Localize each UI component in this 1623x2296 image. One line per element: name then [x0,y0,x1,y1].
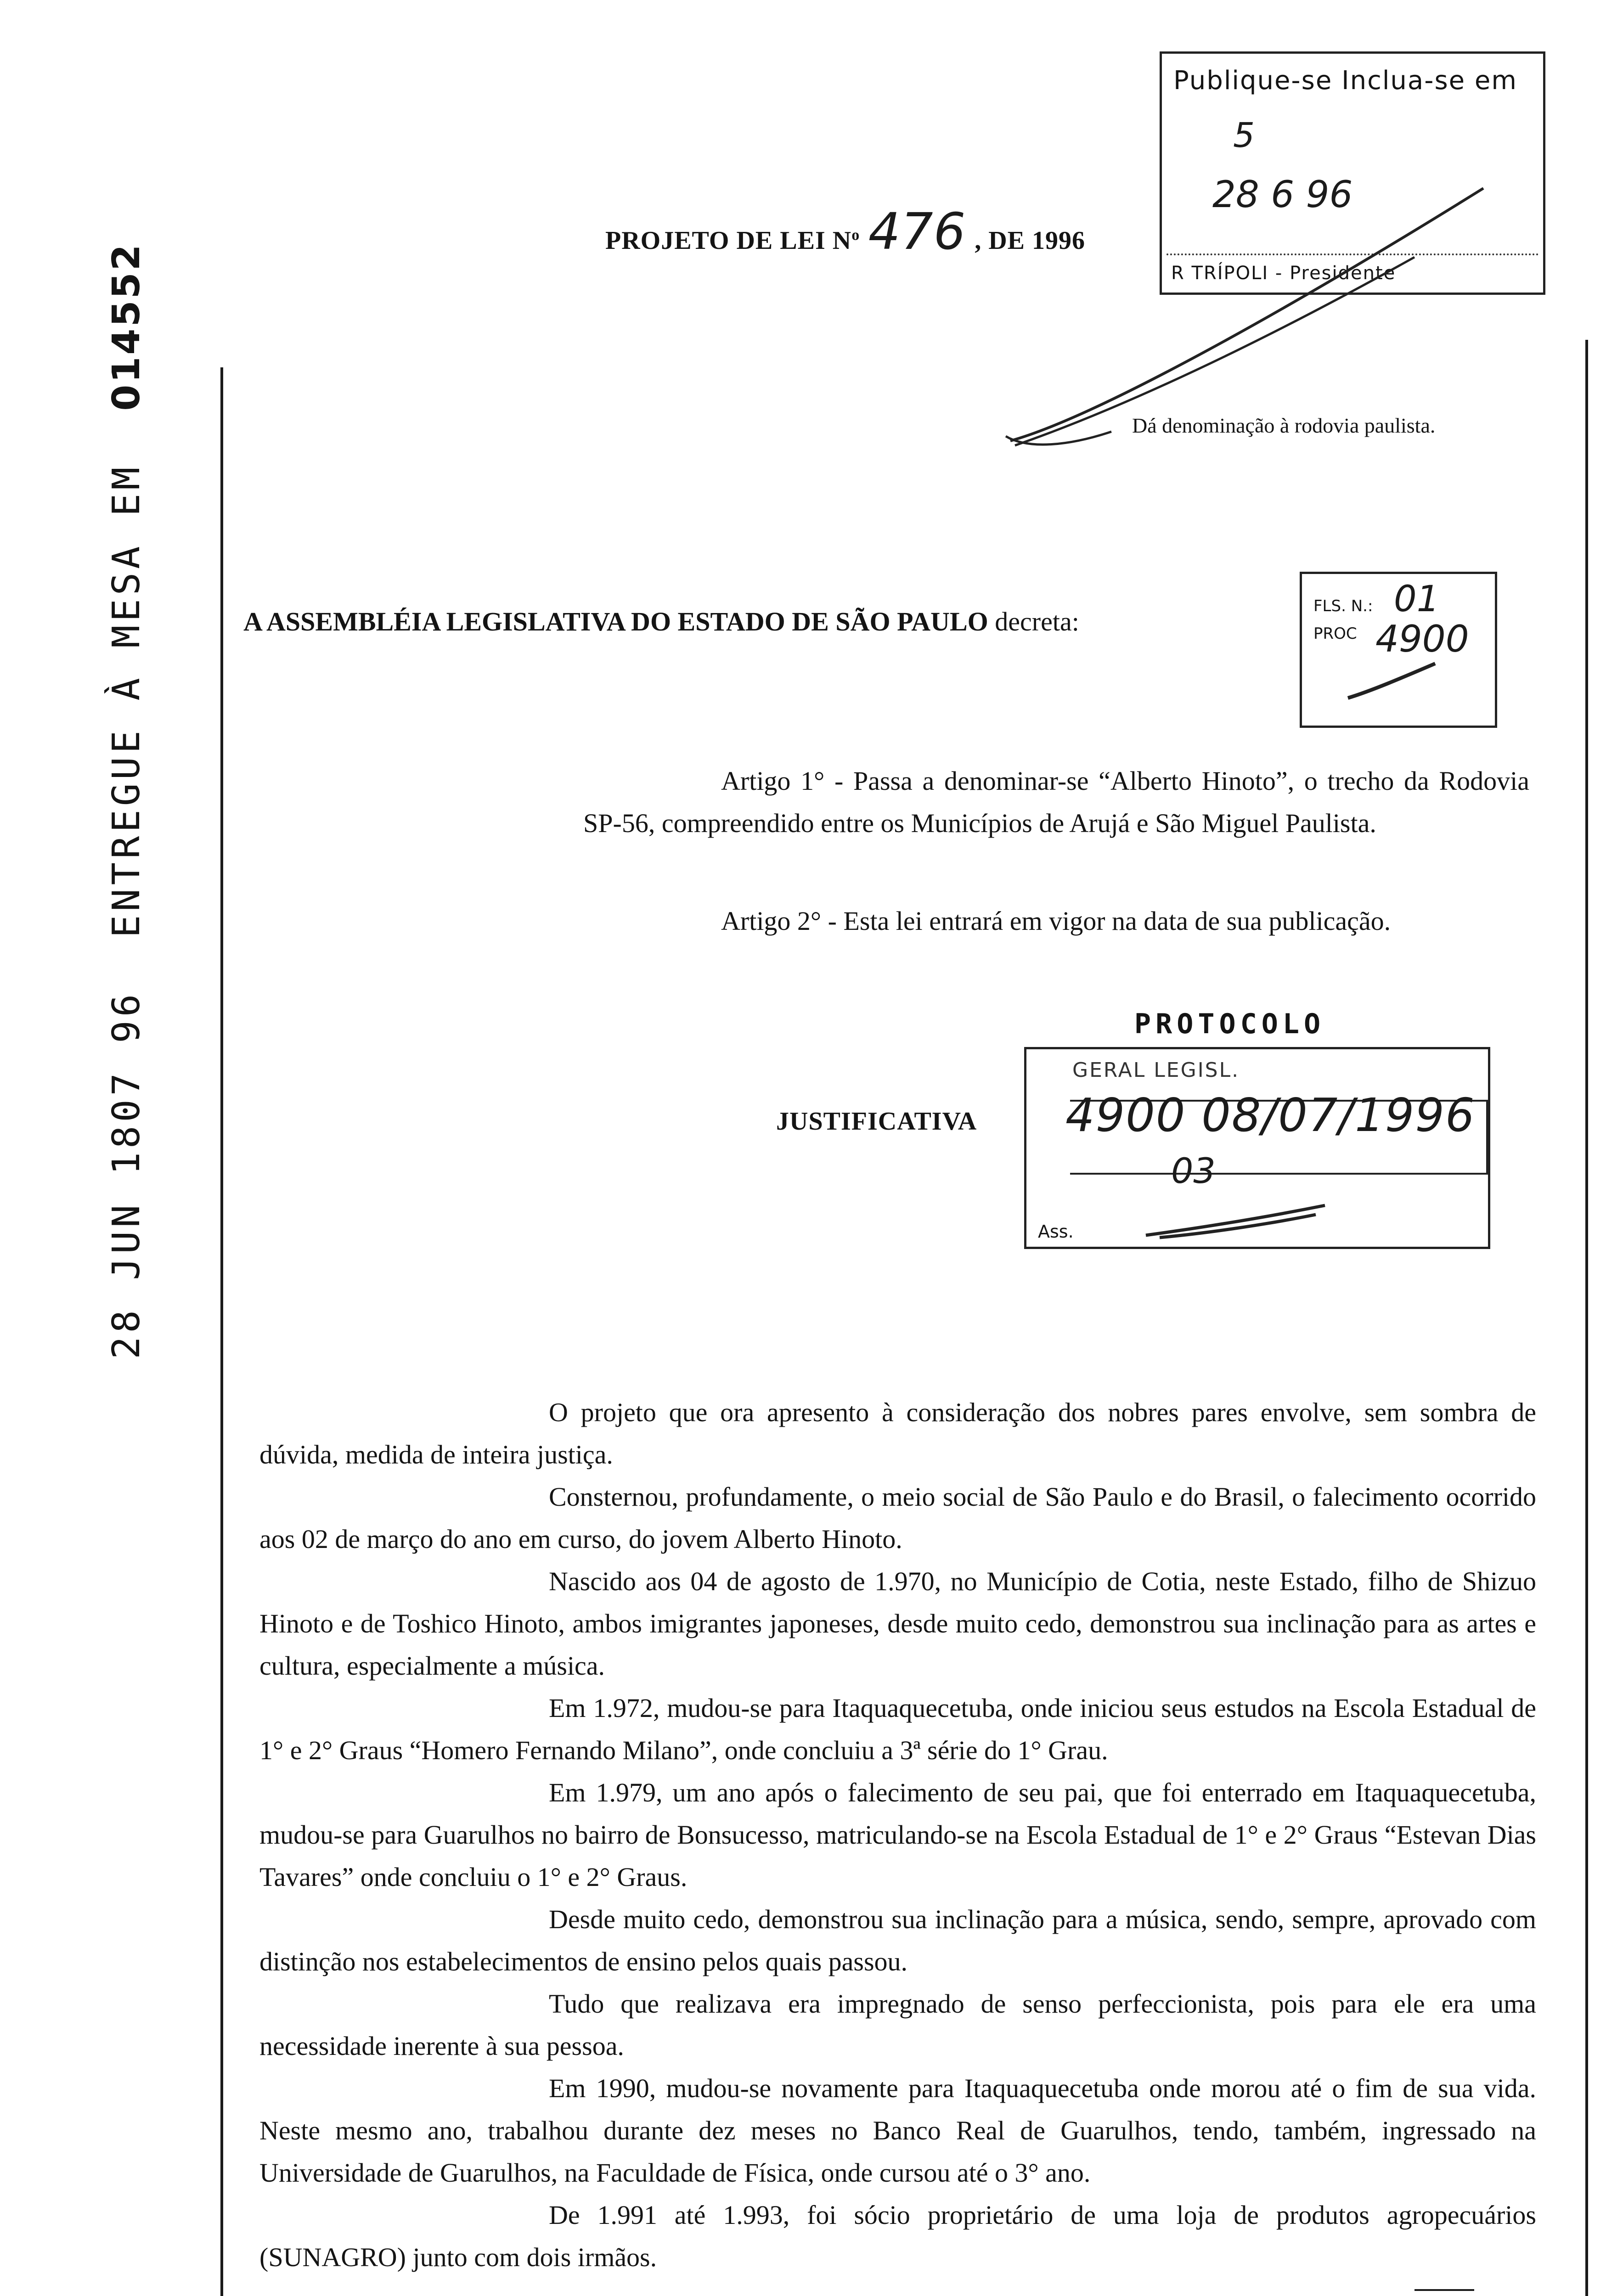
protocolo-header: PROTOCOLO [1134,1008,1325,1040]
protocolo-signature [1141,1201,1334,1242]
justificativa-body [259,1391,1536,2279]
protocolo-sheet: 03 [1171,1150,1216,1191]
fls-label: FLS. N.: [1313,597,1373,615]
decreta-line: A ASSEMBLÉIA LEGISLATIVA DO ESTADO DE SÃO PAULO decreta: [243,607,1079,636]
body-paragraph: O projeto que ora apresento à consideração dos nobres pares envolve, sem sombra de dúvida, medida de inteira justiça. [259,1397,1536,1469]
body-paragraph: Em 1990, mudou-se novamente para Itaquaquecetuba onde morou até o fim de sua vida. Neste mesmo ano, trabalhou durante dez meses no Banco Real de Guarulhos, tendo, também, ingressado na Universidade de Guarulhos, na Faculdade de Física, onde cursou até o 3° ano. [259,2073,1536,2188]
ementa: Dá denominação à rodovia paulista. [1132,414,1436,437]
fls-stamp [1300,572,1497,728]
publique-president: R TRÍPOLI - Presidente [1171,263,1396,284]
body-paragraph: Em 1.979, um ano após o falecimento de seu pai, que foi enterrado em Itaquaquecetuba, mudou-se para Guarulhos no bairro de Bonsucesso, matriculando-se na Escola Estadual de 1° e 2° Graus “Estevan Dias Tavares” onde concluiu o 1° e 2° Graus. [259,1778,1536,1892]
body-paragraph: Tudo que realizava era impregnado de senso perfeccionista, pois para ele era uma necessidade inerente à sua pessoa. [259,1989,1536,2061]
right-margin-line [1585,340,1588,2296]
protocol-number: 014552 [105,242,148,411]
protocolo-signature-label: Ass. [1038,1221,1074,1242]
publique-value: 5 [1233,116,1255,155]
body-paragraph: Consternou, profundamente, o meio social de São Paulo e do Brasil, o falecimento ocorrido aos 02 de março do ano em curso, do jovem Alberto Hinoto. [259,1482,1536,1554]
body-paragraph: Em 1.972, mudou-se para Itaquaquecetuba, onde iniciou seus estudos na Escola Estadual de 1° e 2° Graus “Homero Fernando Milano”, onde concluiu a 3ª série do 1° Grau. [259,1693,1536,1765]
protocolo-stamp [1024,1047,1490,1249]
proc-number: 4900 [1375,618,1469,660]
publique-text: Publique-se Inclua-se em [1173,66,1517,96]
fls-initials [1343,659,1444,705]
protocolo-number-date: 4900 08/07/1996 [1065,1088,1476,1142]
body-paragraph: Nascido aos 04 de agosto de 1.970, no Município de Cotia, neste Estado, filho de Shizuo Hinoto e de Toshico Hinoto, ambos imigrantes japoneses, desde muito cedo, demonstrou sua inclinação para as artes e cultura, especialmente a música. [259,1566,1536,1681]
left-margin-line [220,367,223,2296]
fls-number: 01 [1394,579,1440,620]
bill-number: 476 [868,202,966,261]
body-paragraph: De 1.991 até 1.993, foi sócio proprietário de uma loja de produtos agropecuários (SUNAGRO) junto com dois irmãos. [259,2200,1536,2272]
entregue-mesa-stamp: 28 JUN 1807 96 ENTREGUE À MESA EM 014552 [105,242,148,1359]
justificativa-heading: JUSTIFICATIVA [776,1107,977,1136]
body-paragraph: Desde muito cedo, demonstrou sua inclinação para a música, sendo, sempre, aprovado com distinção nos estabelecimentos de ensino pelos quais passou. [259,1904,1536,1976]
page-title: PROJETO DE LEI $N^o$ 476 , DE 1996 [605,202,1085,261]
publique-date: 28 6 96 [1212,173,1353,216]
protocolo-dept: GERAL LEGISL. [1072,1058,1240,1082]
proc-label: PROC [1313,625,1357,643]
article-2: Artigo 2° - Esta lei entrará em vigor na data de sua publicação. [721,906,1391,936]
end-dash [1414,2289,1474,2291]
article-1: Artigo 1° - Passa a denominar-se “Alberto Hinoto”, o trecho da Rodovia SP-56, compreendido entre os Municípios de Arujá e São Miguel Paulista. [583,766,1529,838]
